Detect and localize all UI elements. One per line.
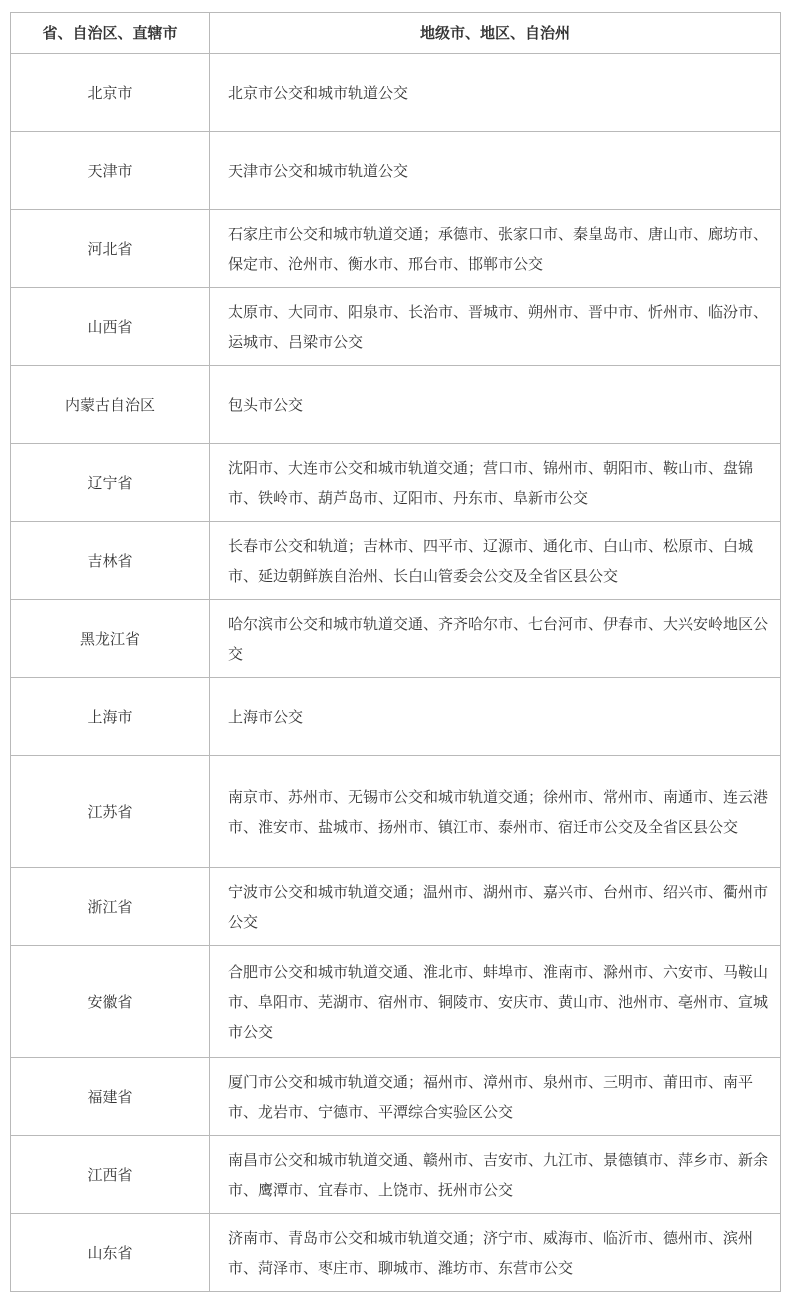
province-cell: 江苏省 xyxy=(11,756,210,868)
province-cell: 吉林省 xyxy=(11,522,210,600)
province-cell: 黑龙江省 xyxy=(11,600,210,678)
province-cell: 安徽省 xyxy=(11,946,210,1058)
cities-cell: 上海市公交 xyxy=(210,678,781,756)
cities-cell: 南京市、苏州市、无锡市公交和城市轨道交通；徐州市、常州市、南通市、连云港市、淮安市、盐城市、扬州市、镇江市、泰州市、宿迁市公交及全省区县公交 xyxy=(210,756,781,868)
province-cell: 福建省 xyxy=(11,1058,210,1136)
table-row xyxy=(11,444,781,522)
header-province: 省、自治区、直辖市 xyxy=(11,13,210,54)
cities-cell: 南昌市公交和城市轨道交通、赣州市、吉安市、九江市、景德镇市、萍乡市、新余市、鹰潭市、宜春市、上饶市、抚州市公交 xyxy=(210,1136,781,1214)
province-cell: 河北省 xyxy=(11,210,210,288)
table-row xyxy=(11,946,781,1058)
cities-cell: 长春市公交和轨道；吉林市、四平市、辽源市、通化市、白山市、松原市、白城市、延边朝鲜族自治州、长白山管委会公交及全省区县公交 xyxy=(210,522,781,600)
cities-cell: 天津市公交和城市轨道公交 xyxy=(210,132,781,210)
table-row xyxy=(11,1058,781,1136)
cities-cell: 哈尔滨市公交和城市轨道交通、齐齐哈尔市、七台河市、伊春市、大兴安岭地区公交 xyxy=(210,600,781,678)
table-row xyxy=(11,210,781,288)
table-row xyxy=(11,54,781,132)
province-cell: 山西省 xyxy=(11,288,210,366)
table-row xyxy=(11,678,781,756)
region-table xyxy=(10,12,781,1292)
cities-cell: 济南市、青岛市公交和城市轨道交通；济宁市、威海市、临沂市、德州市、滨州市、菏泽市、枣庄市、聊城市、潍坊市、东营市公交 xyxy=(210,1214,781,1292)
table-row xyxy=(11,1136,781,1214)
cities-cell: 包头市公交 xyxy=(210,366,781,444)
table-row xyxy=(11,366,781,444)
province-cell: 辽宁省 xyxy=(11,444,210,522)
cities-cell: 合肥市公交和城市轨道交通、淮北市、蚌埠市、淮南市、滁州市、六安市、马鞍山市、阜阳市、芜湖市、宿州市、铜陵市、安庆市、黄山市、池州市、亳州市、宣城市公交 xyxy=(210,946,781,1058)
cities-cell: 太原市、大同市、阳泉市、长治市、晋城市、朔州市、晋中市、忻州市、临汾市、运城市、吕梁市公交 xyxy=(210,288,781,366)
cities-cell: 石家庄市公交和城市轨道交通；承德市、张家口市、秦皇岛市、唐山市、廊坊市、保定市、沧州市、衡水市、邢台市、邯郸市公交 xyxy=(210,210,781,288)
table-row xyxy=(11,868,781,946)
province-cell: 北京市 xyxy=(11,54,210,132)
header-cities: 地级市、地区、自治州 xyxy=(210,13,781,54)
cities-cell: 宁波市公交和城市轨道交通；温州市、湖州市、嘉兴市、台州市、绍兴市、衢州市公交 xyxy=(210,868,781,946)
cities-cell: 北京市公交和城市轨道公交 xyxy=(210,54,781,132)
province-cell: 内蒙古自治区 xyxy=(11,366,210,444)
table-row xyxy=(11,756,781,868)
table-row xyxy=(11,132,781,210)
table-row xyxy=(11,522,781,600)
table-row xyxy=(11,1214,781,1292)
province-cell: 上海市 xyxy=(11,678,210,756)
cities-cell: 厦门市公交和城市轨道交通；福州市、漳州市、泉州市、三明市、莆田市、南平市、龙岩市、宁德市、平潭综合实验区公交 xyxy=(210,1058,781,1136)
table-row xyxy=(11,288,781,366)
province-cell: 山东省 xyxy=(11,1214,210,1292)
table-row xyxy=(11,600,781,678)
cities-cell: 沈阳市、大连市公交和城市轨道交通；营口市、锦州市、朝阳市、鞍山市、盘锦市、铁岭市、葫芦岛市、辽阳市、丹东市、阜新市公交 xyxy=(210,444,781,522)
province-cell: 江西省 xyxy=(11,1136,210,1214)
table-header-row xyxy=(11,13,781,54)
province-cell: 天津市 xyxy=(11,132,210,210)
province-cell: 浙江省 xyxy=(11,868,210,946)
